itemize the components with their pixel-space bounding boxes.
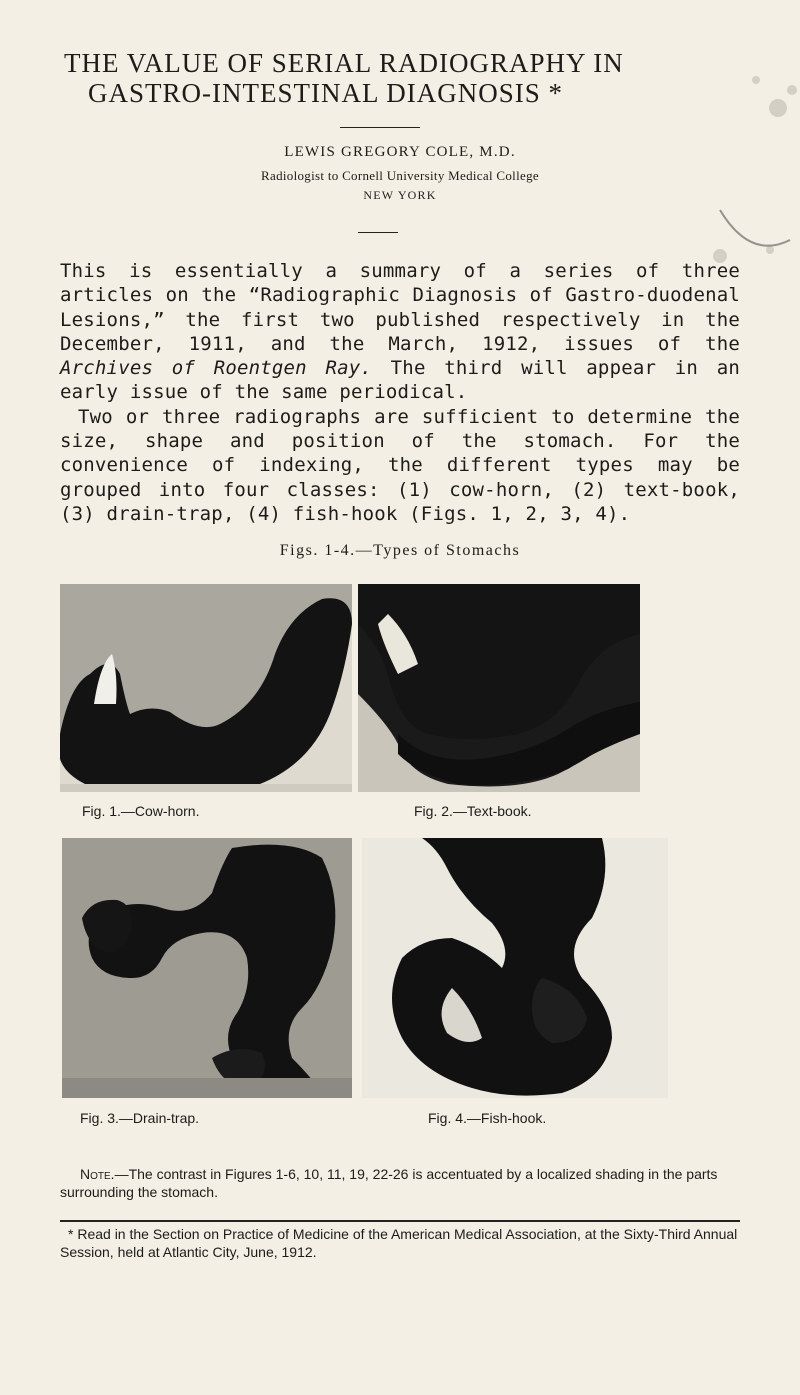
footnote-text: * Read in the Section on Practice of Medicine of the American Medical Association, at the Sixty-Third Annual Session, held at Atlantic City, June, 1912. <box>60 1226 738 1260</box>
radiograph-fig-4 <box>362 838 668 1098</box>
journal-name: Archives of Roentgen Ray. <box>60 357 373 380</box>
author-divider <box>358 232 398 233</box>
author-name: LEWIS GREGORY COLE, M.D. <box>284 144 516 160</box>
radiograph-fig-1 <box>60 584 352 792</box>
figures-group-caption: Figs. 1-4.—Types of Stomachs <box>279 542 521 559</box>
title-line-2: GASTRO-INTESTINAL DIAGNOSIS * <box>88 78 563 108</box>
article-title <box>60 48 740 108</box>
footnote-divider <box>60 1220 740 1222</box>
title-divider <box>340 127 420 128</box>
radiograph-fig-3 <box>62 838 352 1098</box>
text-book-stomach-image <box>358 584 640 792</box>
paragraph-2: Two or three radiographs are sufficient to determine the size, shape and position of the stomach. For the convenience of indexing, the different types may be grouped into four classes: (1) cow-horn, (2) text-book, (3) drain-trap, (4) fish-hook (Figs. 1, 2, 3, 4). <box>60 405 740 525</box>
footnote <box>60 1226 740 1261</box>
fig-4-caption: Fig. 4.—Fish-hook. <box>428 1110 547 1126</box>
paragraph-1: This is essentially a summary of a series of three articles on the “Radiographic Diagnosis of Gastro-duodenal Lesions,” the first two published respectively in the December, 1911, and the March, 1912, issues of the Archives of Roentgen Ray. The third will appear in an early issue of the same periodical. <box>60 260 740 404</box>
drain-trap-stomach-image <box>62 838 352 1098</box>
author-city: NEW YORK <box>363 188 437 202</box>
title-line-1: THE VALUE OF SERIAL RADIOGRAPHY IN <box>64 48 624 78</box>
radiograph-fig-2 <box>358 584 640 792</box>
note-text: —The contrast in Figures 1-6, 10, 11, 19, 22-26 is accentuated by a localized shading in the parts surrounding the stomach. <box>60 1166 718 1200</box>
note-label: Note. <box>80 1166 115 1182</box>
fish-hook-stomach-image <box>362 838 668 1098</box>
cow-horn-stomach-image <box>60 584 352 792</box>
author-affiliation: Radiologist to Cornell University Medical College <box>261 168 539 183</box>
fig-2-caption: Fig. 2.—Text-book. <box>414 803 532 819</box>
fig-1-caption: Fig. 1.—Cow-horn. <box>82 803 200 819</box>
article-body <box>60 259 740 526</box>
note-paragraph <box>60 1165 740 1201</box>
fig-3-caption: Fig. 3.—Drain-trap. <box>80 1110 200 1126</box>
